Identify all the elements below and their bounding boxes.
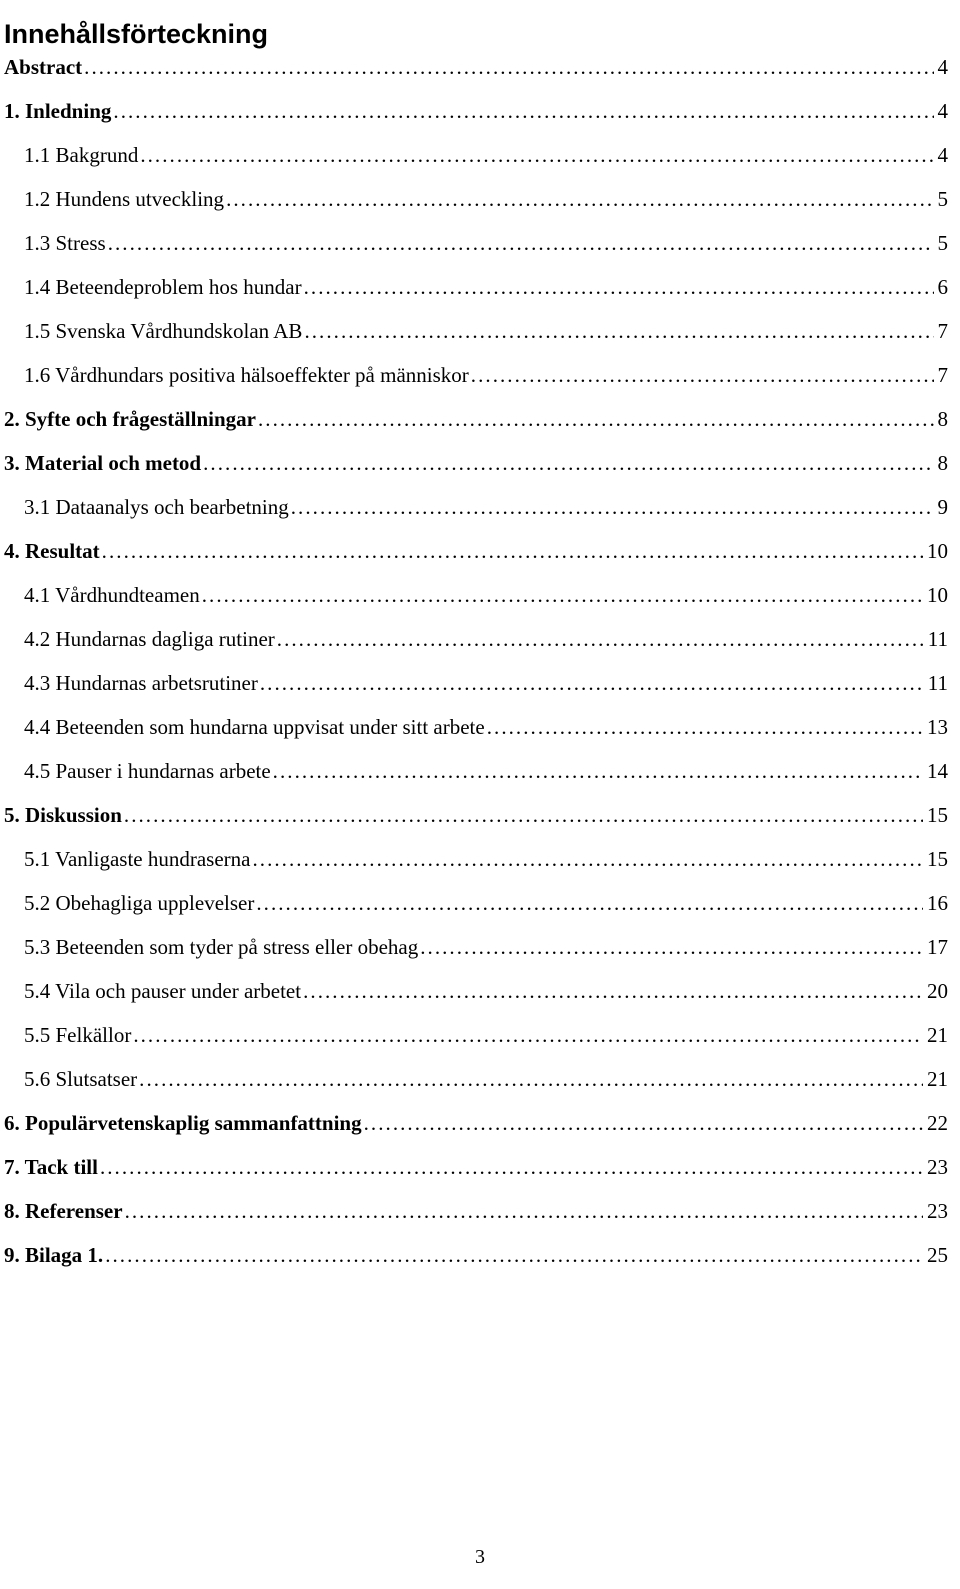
toc-entry-page: 5 [937,231,948,255]
toc-entry-2[interactable] [4,404,948,434]
toc-entry-label: 5.5 Felkällor [24,1023,132,1047]
toc-entry-1[interactable] [4,96,948,126]
toc-entry-1-1[interactable] [24,140,948,170]
toc-entry-page: 4 [937,143,948,167]
dot-leader [100,1152,923,1182]
toc-entry-label: 1.1 Bakgrund [24,143,139,167]
toc-entry-page: 10 [927,539,948,563]
toc-entry-8[interactable] [4,1196,948,1226]
dot-leader [124,800,923,830]
dot-leader [304,272,934,302]
toc-entry-page: 7 [937,319,948,343]
dot-leader [108,228,934,258]
toc-entry-label: 1.3 Stress [24,231,106,255]
toc-entry-page: 14 [927,759,948,783]
dot-leader [125,1196,923,1226]
dot-leader [364,1108,923,1138]
toc-entry-label: 1.2 Hundens utveckling [24,187,225,211]
dot-leader [202,580,923,610]
toc-entry-6[interactable] [4,1108,948,1138]
toc-entry-page: 15 [927,847,948,871]
dot-leader [303,976,923,1006]
toc-entry-page: 17 [927,935,948,959]
toc-entry-5-3[interactable] [24,932,948,962]
toc-entry-4-2[interactable] [24,624,948,654]
toc-entry-page: 15 [927,803,948,827]
toc-entry-label: 5.2 Obehagliga upplevelser [24,891,255,915]
toc-entry-page: 21 [927,1067,948,1091]
toc-entry-3-1[interactable] [24,492,948,522]
toc-entry-page: 6 [937,275,948,299]
dot-leader [133,1020,923,1050]
toc-entry-1-6[interactable] [24,360,948,390]
dot-leader [260,668,924,698]
toc-entry-label: 4.3 Hundarnas arbetsrutiner [24,671,258,695]
toc-entry-5-1[interactable] [24,844,948,874]
toc-entry-page: 16 [927,891,948,915]
toc-entry-page: 9 [937,495,948,519]
toc-entry-1-4[interactable] [24,272,948,302]
page-number: 3 [475,1546,485,1568]
toc-entry-page: 22 [927,1111,948,1135]
toc-entry-4-3[interactable] [24,668,948,698]
toc-entry-label: 5. Diskussion [4,803,122,827]
toc-entry-page: 7 [937,363,948,387]
toc-entry-label: 4.5 Pauser i hundarnas arbete [24,759,271,783]
toc-entry-page: 8 [937,407,948,431]
toc-entry-page: 4 [937,99,948,123]
toc-entry-label: 5.4 Vila och pauser under arbetet [24,979,302,1003]
toc-entry-5-2[interactable] [24,888,948,918]
toc-entry-label: 5.3 Beteenden som tyder på stress eller obehag [24,935,419,959]
toc-entry-abstract[interactable] [4,52,948,82]
toc-entry-label: 8. Referenser [4,1199,123,1223]
toc-entry-1-2[interactable] [24,184,948,214]
dot-leader [277,624,924,654]
dot-leader [273,756,923,786]
page-title: Innehållsförteckning [4,19,269,50]
dot-leader [105,1240,923,1270]
toc-entry-page: 23 [927,1199,948,1223]
dot-leader [139,1064,923,1094]
toc-entry-page: 8 [937,451,948,475]
toc-entry-label: 5.6 Slutsatser [24,1067,138,1091]
dot-leader [252,844,923,874]
dot-leader [140,140,933,170]
toc-entry-1-5[interactable] [24,316,948,346]
toc-entry-1-3[interactable] [24,228,948,258]
toc-entry-label: 3.1 Dataanalys och bearbetning [24,495,289,519]
toc-entry-page: 11 [927,671,948,695]
toc-entry-9[interactable] [4,1240,948,1270]
dot-leader [420,932,923,962]
dot-leader [203,448,933,478]
dot-leader [291,492,934,522]
toc-entry-label: 1. Inledning [4,99,112,123]
toc-entry-label: 4. Resultat [4,539,100,563]
toc-entry-4-1[interactable] [24,580,948,610]
toc-entry-label: 1.4 Beteendeproblem hos hundar [24,275,302,299]
toc-entry-7[interactable] [4,1152,948,1182]
dot-leader [487,712,923,742]
toc-entry-label: 6. Populärvetenskaplig sammanfattning [4,1111,362,1135]
dot-leader [226,184,933,214]
toc-entry-page: 23 [927,1155,948,1179]
toc-entry-label: 9. Bilaga 1. [4,1243,104,1267]
toc-entry-page: 21 [927,1023,948,1047]
toc-entry-4[interactable] [4,536,948,566]
toc-entry-5-5[interactable] [24,1020,948,1050]
toc-entry-3[interactable] [4,448,948,478]
toc-entry-page: 13 [927,715,948,739]
dot-leader [258,404,934,434]
toc-entry-label: 3. Material och metod [4,451,202,475]
toc-entry-5-6[interactable] [24,1064,948,1094]
toc-entry-5[interactable] [4,800,948,830]
toc-entry-label: 5.1 Vanligaste hundraserna [24,847,251,871]
toc-entry-page: 11 [927,627,948,651]
toc-entry-page: 10 [927,583,948,607]
toc-entry-page: 4 [937,55,948,79]
dot-leader [113,96,933,126]
dot-leader [102,536,923,566]
toc-entry-label: 4.1 Vårdhundteamen [24,583,200,607]
dot-leader [471,360,934,390]
toc-entry-label: 1.5 Svenska Vårdhundskolan AB [24,319,303,343]
dot-leader [84,52,933,82]
toc-entry-4-4[interactable] [24,712,948,742]
toc-entry-4-5[interactable] [24,756,948,786]
toc-entry-page: 20 [927,979,948,1003]
toc-entry-5-4[interactable] [24,976,948,1006]
toc-entry-page: 25 [927,1243,948,1267]
toc-entry-label: Abstract [4,55,83,79]
toc-entry-page: 5 [937,187,948,211]
toc-entry-label: 1.6 Vårdhundars positiva hälsoeffekter på människor [24,363,469,387]
toc-entry-label: 4.2 Hundarnas dagliga rutiner [24,627,275,651]
dot-leader [304,316,933,346]
toc-entry-label: 2. Syfte och frågeställningar [4,407,256,431]
toc-entry-label: 4.4 Beteenden som hundarna uppvisat under sitt arbete [24,715,485,739]
dot-leader [256,888,923,918]
toc-entry-label: 7. Tack till [4,1155,98,1179]
